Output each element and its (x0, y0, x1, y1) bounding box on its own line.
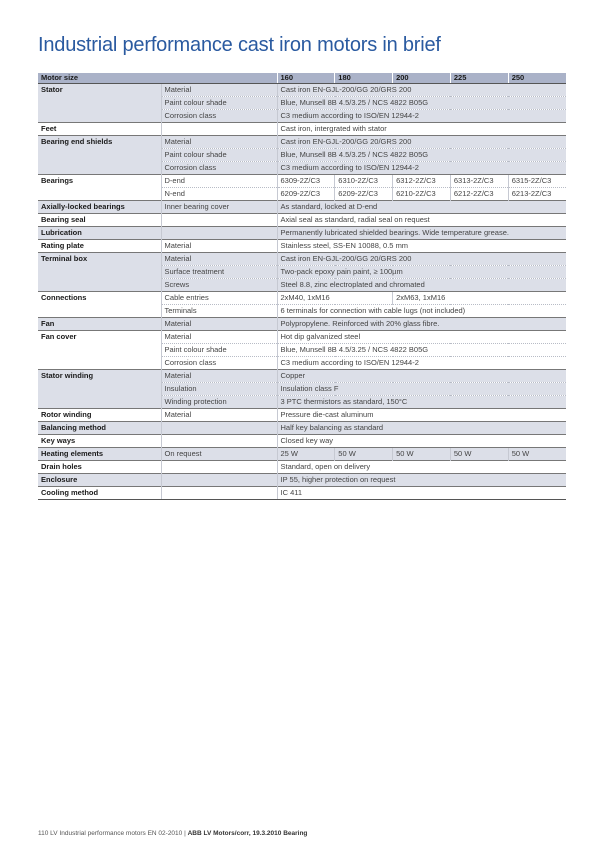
row-value-cell: 6209-2Z/C3 (335, 188, 393, 201)
row-group-label (38, 188, 161, 201)
row-sub-label: Surface treatment (161, 266, 277, 279)
row-group-label: Rotor winding (38, 409, 161, 422)
row-value-cell: 6213-2Z/C3 (508, 188, 566, 201)
row-value: Cast iron EN-GJL-200/GG 20/GRS 200 (277, 84, 566, 97)
table-row (38, 344, 566, 357)
table-row (38, 253, 566, 266)
row-value-cell: 6210-2Z/C3 (393, 188, 451, 201)
row-group-label (38, 97, 161, 110)
table-row (38, 370, 566, 383)
row-group-label: Bearings (38, 175, 161, 188)
row-value-cell: 6212-2Z/C3 (450, 188, 508, 201)
row-sub-label: Paint colour shade (161, 149, 277, 162)
row-value-cell: 50 W (335, 448, 393, 461)
row-value: IP 55, higher protection on request (277, 474, 566, 487)
row-value: Pressure die-cast aluminum (277, 409, 566, 422)
table-row (38, 279, 566, 292)
row-value-cell: 6309-2Z/C3 (277, 175, 335, 188)
row-value: Blue, Munsell 8B 4.5/3.25 / NCS 4822 B05G (277, 344, 566, 357)
header-size: 180 (335, 73, 393, 84)
header-size: 250 (508, 73, 566, 84)
row-group-label: Stator (38, 84, 161, 97)
row-group-label: Bearing seal (38, 214, 161, 227)
table-row (38, 227, 566, 240)
row-sub-label (161, 435, 277, 448)
row-group-label (38, 266, 161, 279)
footer-doc-id: ABB LV Motors/corr, 19.3.2010 Bearing (187, 830, 308, 837)
row-value: Permanently lubricated shielded bearings. Wide temperature grease. (277, 227, 566, 240)
table-row (38, 149, 566, 162)
table-row (38, 396, 566, 409)
page-footer (38, 830, 307, 837)
row-value: Half key balancing as standard (277, 422, 566, 435)
table-row (38, 110, 566, 123)
table-row (38, 201, 566, 214)
row-group-label (38, 396, 161, 409)
table-row (38, 292, 566, 305)
table-row (38, 162, 566, 175)
header-size: 160 (277, 73, 335, 84)
row-value: Closed key way (277, 435, 566, 448)
row-sub-label: Terminals (161, 305, 277, 318)
row-value: C3 medium according to ISO/EN 12944-2 (277, 357, 566, 370)
row-sub-label: Corrosion class (161, 110, 277, 123)
row-value: Hot dip galvanized steel (277, 331, 566, 344)
row-sub-label: Insulation (161, 383, 277, 396)
row-value: IC 411 (277, 487, 566, 500)
table-row (38, 240, 566, 253)
table-header-row (38, 73, 566, 84)
table-row (38, 214, 566, 227)
row-value: Polypropylene. Reinforced with 20% glass fibre. (277, 318, 566, 331)
row-sub-label: Corrosion class (161, 162, 277, 175)
row-value: Standard, open on delivery (277, 461, 566, 474)
table-row (38, 422, 566, 435)
row-value-cell: 25 W (277, 448, 335, 461)
row-group-label: Heating elements (38, 448, 161, 461)
header-motor-size: Motor size (38, 73, 277, 84)
table-row (38, 97, 566, 110)
row-value: Axial seal as standard, radial seal on request (277, 214, 566, 227)
row-group-label: Lubrication (38, 227, 161, 240)
header-size: 200 (393, 73, 451, 84)
row-sub-label: On request (161, 448, 277, 461)
page-title: Industrial performance cast iron motors in brief (38, 34, 441, 56)
table-row (38, 188, 566, 201)
row-group-label: Rating plate (38, 240, 161, 253)
row-value: Two-pack epoxy pain paint, ≥ 100µm (277, 266, 566, 279)
row-value: Copper (277, 370, 566, 383)
row-sub-label: Material (161, 136, 277, 149)
row-sub-label: Winding protection (161, 396, 277, 409)
footer-text: 110 LV Industrial performance motors EN 02-2010 | (38, 830, 188, 837)
row-group-label: Drain holes (38, 461, 161, 474)
row-group-label (38, 344, 161, 357)
row-group-label (38, 279, 161, 292)
row-group-label: Cooling method (38, 487, 161, 500)
row-sub-label: Material (161, 331, 277, 344)
table-row (38, 136, 566, 149)
table-row (38, 383, 566, 396)
row-group-label (38, 305, 161, 318)
row-group-label (38, 162, 161, 175)
row-sub-label: Material (161, 253, 277, 266)
row-sub-label: Material (161, 370, 277, 383)
table-row (38, 318, 566, 331)
row-sub-label: Material (161, 240, 277, 253)
row-group-label (38, 149, 161, 162)
row-group-label: Bearing end shields (38, 136, 161, 149)
row-sub-label: Material (161, 84, 277, 97)
row-group-label: Terminal box (38, 253, 161, 266)
header-size: 225 (450, 73, 508, 84)
table-row (38, 305, 566, 318)
row-group-label: Stator winding (38, 370, 161, 383)
row-sub-label: Material (161, 318, 277, 331)
row-value: Stainless steel, SS-EN 10088, 0.5 mm (277, 240, 566, 253)
table-row (38, 84, 566, 97)
row-value-cell: 2xM63, 1xM16 (393, 292, 566, 305)
row-value-cell: 2xM40, 1xM16 (277, 292, 393, 305)
row-group-label (38, 383, 161, 396)
row-value: 6 terminals for connection with cable lugs (not included) (277, 305, 566, 318)
row-value-cell: 50 W (450, 448, 508, 461)
row-sub-label (161, 214, 277, 227)
row-group-label: Fan cover (38, 331, 161, 344)
row-group-label: Enclosure (38, 474, 161, 487)
row-value-cell: 50 W (508, 448, 566, 461)
spec-table (38, 73, 566, 500)
row-sub-label (161, 227, 277, 240)
row-value: 3 PTC thermistors as standard, 150°C (277, 396, 566, 409)
table-row (38, 409, 566, 422)
row-value: As standard, locked at D-end (277, 201, 566, 214)
table-row (38, 448, 566, 461)
table-row (38, 461, 566, 474)
row-sub-label: Paint colour shade (161, 97, 277, 110)
table-body (38, 84, 566, 500)
row-value: Steel 8.8, zinc electroplated and chromated (277, 279, 566, 292)
table-row (38, 266, 566, 279)
row-sub-label: Screws (161, 279, 277, 292)
row-sub-label: D-end (161, 175, 277, 188)
table-row (38, 123, 566, 136)
row-value-cell: 6209-2Z/C3 (277, 188, 335, 201)
row-value: C3 medium according to ISO/EN 12944-2 (277, 110, 566, 123)
row-group-label: Key ways (38, 435, 161, 448)
row-value: Blue, Munsell 8B 4.5/3.25 / NCS 4822 B05G (277, 97, 566, 110)
row-group-label (38, 110, 161, 123)
row-sub-label (161, 123, 277, 136)
row-value: Cast iron EN-GJL-200/GG 20/GRS 200 (277, 253, 566, 266)
row-sub-label (161, 474, 277, 487)
table-row (38, 474, 566, 487)
row-sub-label: Material (161, 409, 277, 422)
row-value: Blue, Munsell 8B 4.5/3.25 / NCS 4822 B05G (277, 149, 566, 162)
row-value-cell: 6312-2Z/C3 (393, 175, 451, 188)
row-sub-label: N-end (161, 188, 277, 201)
row-sub-label: Paint colour shade (161, 344, 277, 357)
row-group-label: Balancing method (38, 422, 161, 435)
row-group-label: Axially-locked bearings (38, 201, 161, 214)
row-sub-label (161, 461, 277, 474)
row-group-label: Fan (38, 318, 161, 331)
row-group-label (38, 357, 161, 370)
table-row (38, 175, 566, 188)
row-value-cell: 6313-2Z/C3 (450, 175, 508, 188)
row-sub-label: Corrosion class (161, 357, 277, 370)
table-row (38, 487, 566, 500)
row-group-label: Connections (38, 292, 161, 305)
row-value-cell: 50 W (393, 448, 451, 461)
row-sub-label (161, 422, 277, 435)
row-value: Cast iron EN-GJL-200/GG 20/GRS 200 (277, 136, 566, 149)
row-group-label: Feet (38, 123, 161, 136)
row-sub-label: Inner bearing cover (161, 201, 277, 214)
row-value: Insulation class F (277, 383, 566, 396)
row-sub-label (161, 487, 277, 500)
row-value-cell: 6315-2Z/C3 (508, 175, 566, 188)
table-row (38, 357, 566, 370)
row-value: Cast iron, intergrated with stator (277, 123, 566, 136)
table-row (38, 331, 566, 344)
table-row (38, 435, 566, 448)
row-sub-label: Cable entries (161, 292, 277, 305)
row-value-cell: 6310-2Z/C3 (335, 175, 393, 188)
row-value: C3 medium according to ISO/EN 12944-2 (277, 162, 566, 175)
